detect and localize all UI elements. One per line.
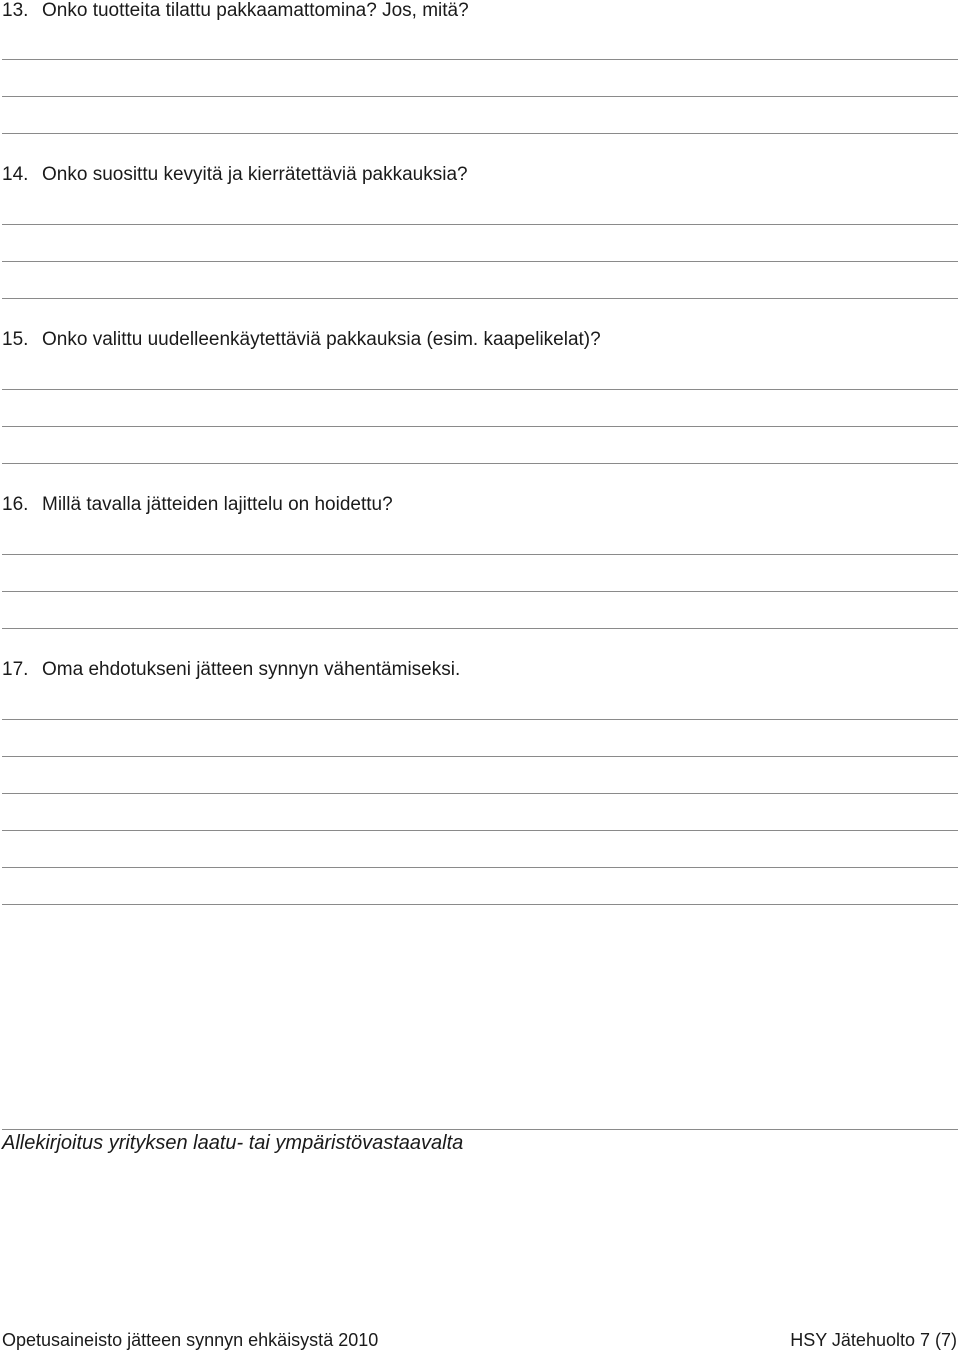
answer-line[interactable]	[2, 554, 958, 555]
question-13	[2, 0, 469, 22]
answer-line[interactable]	[2, 830, 958, 831]
footer-left: Opetusaineisto jätteen synnyn ehkäisystä 2010	[2, 1330, 379, 1350]
answer-line[interactable]	[2, 867, 958, 868]
answer-line[interactable]	[2, 628, 958, 629]
question-number: 17.	[2, 659, 29, 680]
question-number: 15.	[2, 329, 29, 350]
answer-line[interactable]	[2, 904, 958, 905]
question-16	[2, 494, 393, 516]
question-text: Millä tavalla jätteiden lajittelu on hoidettu?	[42, 494, 393, 515]
question-number: 16.	[2, 494, 29, 515]
answer-line[interactable]	[2, 261, 958, 262]
question-text: Oma ehdotukseni jätteen synnyn vähentämiseksi.	[42, 659, 461, 680]
footer-right: HSY Jätehuolto 7 (7)	[790, 1330, 957, 1350]
answer-line[interactable]	[2, 719, 958, 720]
answer-line[interactable]	[2, 298, 958, 299]
answer-line[interactable]	[2, 389, 958, 390]
answer-line[interactable]	[2, 793, 958, 794]
question-14	[2, 164, 468, 186]
answer-line[interactable]	[2, 224, 958, 225]
signature-label: Allekirjoitus yrityksen laatu- tai ympäristövastaavalta	[2, 1132, 464, 1154]
answer-line[interactable]	[2, 756, 958, 757]
answer-line[interactable]	[2, 133, 958, 134]
question-text: Onko tuotteita tilattu pakkaamattomina? Jos, mitä?	[42, 0, 469, 21]
answer-line[interactable]	[2, 426, 958, 427]
answer-line[interactable]	[2, 59, 958, 60]
question-text: Onko suosittu kevyitä ja kierrätettäviä pakkauksia?	[42, 164, 468, 185]
answer-line[interactable]	[2, 591, 958, 592]
question-text: Onko valittu uudelleenkäytettäviä pakkauksia (esim. kaapelikelat)?	[42, 329, 601, 350]
question-number: 13.	[2, 0, 29, 21]
question-15	[2, 329, 601, 351]
question-17	[2, 659, 460, 681]
signature-line[interactable]	[2, 1129, 958, 1130]
answer-line[interactable]	[2, 463, 958, 464]
answer-line[interactable]	[2, 96, 958, 97]
question-number: 14.	[2, 164, 29, 185]
